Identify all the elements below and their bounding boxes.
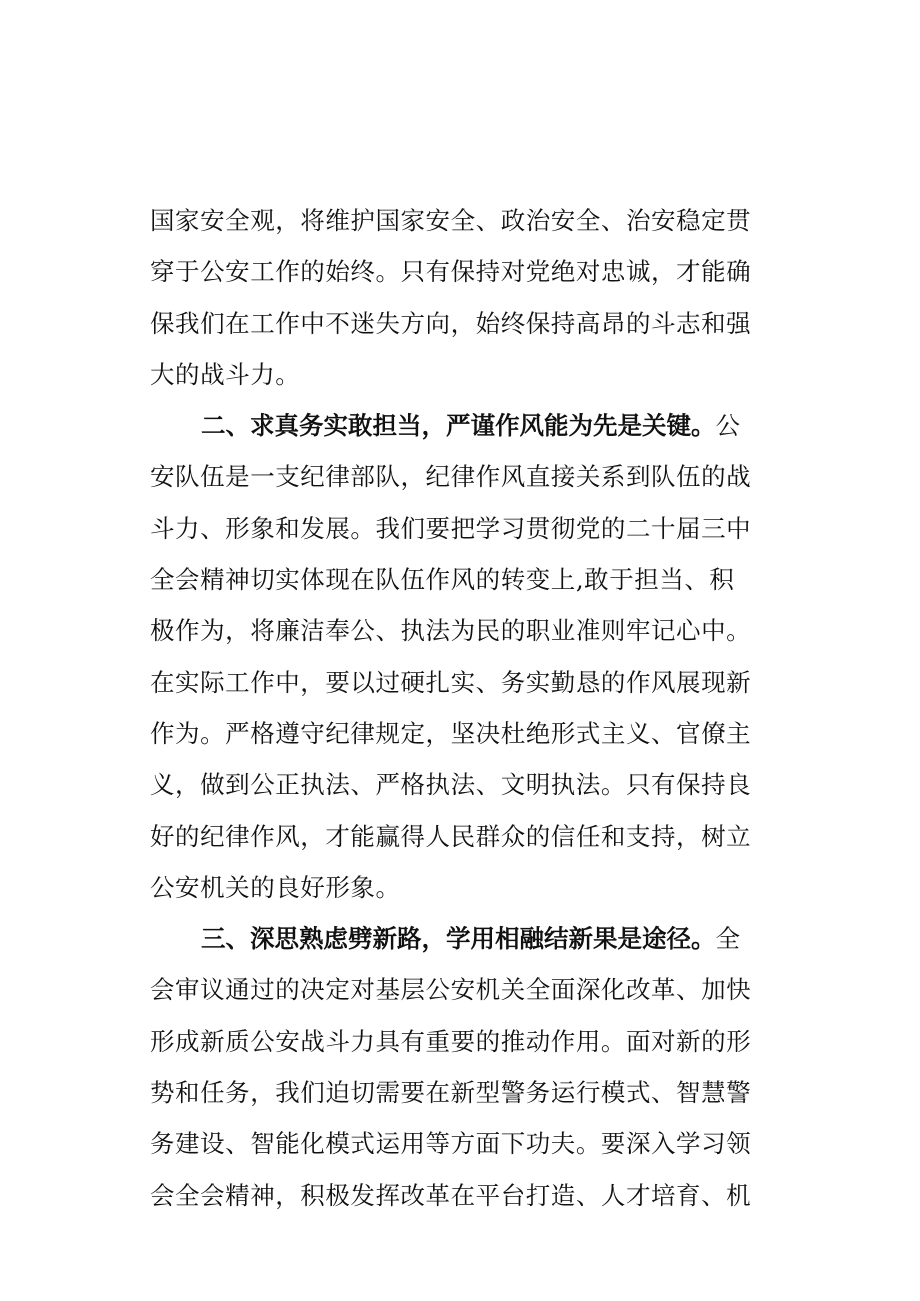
- text-line: 作为。严格遵守纪律规定，坚决杜绝形式主义、官僚主: [150, 718, 752, 748]
- text-line: 极作为，将廉洁奉公、执法为民的职业准则牢记心中。: [150, 616, 752, 646]
- text-line: 国家安全观，将维护国家安全、政治安全、治安稳定贯: [150, 206, 752, 235]
- text-line: 大的战斗力。: [150, 359, 301, 389]
- paragraph-first-line: [150, 400, 775, 451]
- text-line: 会审议通过的决定对基层公安机关全面深化改革、加快: [150, 975, 752, 1005]
- text-line: 好的纪律作风，才能赢得人民群众的信任和支持，树立: [150, 821, 752, 851]
- text-line: 势和任务，我们迫切需要在新型警务运行模式、智慧警: [150, 1078, 752, 1108]
- text-line: 会全会精神，积极发挥改革在平台打造、人才培育、机: [150, 1180, 752, 1210]
- text-line: 保我们在工作中不迷失方向，始终保持高昂的斗志和强: [150, 308, 752, 338]
- text-line: 穿于公安工作的始终。只有保持对党绝对忠诚，才能确: [150, 257, 752, 287]
- text-line: 义，做到公正执法、严格执法、文明执法。只有保持良: [150, 770, 752, 800]
- section-heading: 二、求真务实敢担当，严谨作风能为先是关键。: [201, 411, 716, 441]
- text-line: 形成新质公安战斗力具有重要的推动作用。面对新的形: [150, 1026, 752, 1056]
- text-line: 在实际工作中，要以过硬扎实、务实勤恳的作风展现新: [150, 667, 752, 697]
- paragraph-1: [150, 195, 775, 400]
- text-line: 全会精神切实体现在队伍作风的转变上,敢于担当、积: [150, 565, 735, 595]
- text-line: 公安机关的良好形象。: [150, 872, 401, 902]
- paragraph-first-line: [150, 913, 775, 964]
- section-heading: 三、深思熟虑劈新路，学用相融结新果是途径。: [201, 924, 716, 954]
- text-line: 务建设、智能化模式运用等方面下功夫。要深入学习领: [150, 1129, 752, 1159]
- paragraph-2: [150, 400, 775, 913]
- document-body: [150, 195, 775, 1221]
- text-fragment: 全: [715, 924, 741, 954]
- text-fragment: 公: [715, 411, 741, 441]
- text-line: 安队伍是一支纪律部队，纪律作风直接关系到队伍的战: [150, 462, 752, 492]
- text-line: 斗力、形象和发展。我们要把学习贯彻党的二十届三中: [150, 513, 752, 543]
- paragraph-3: [150, 913, 775, 1221]
